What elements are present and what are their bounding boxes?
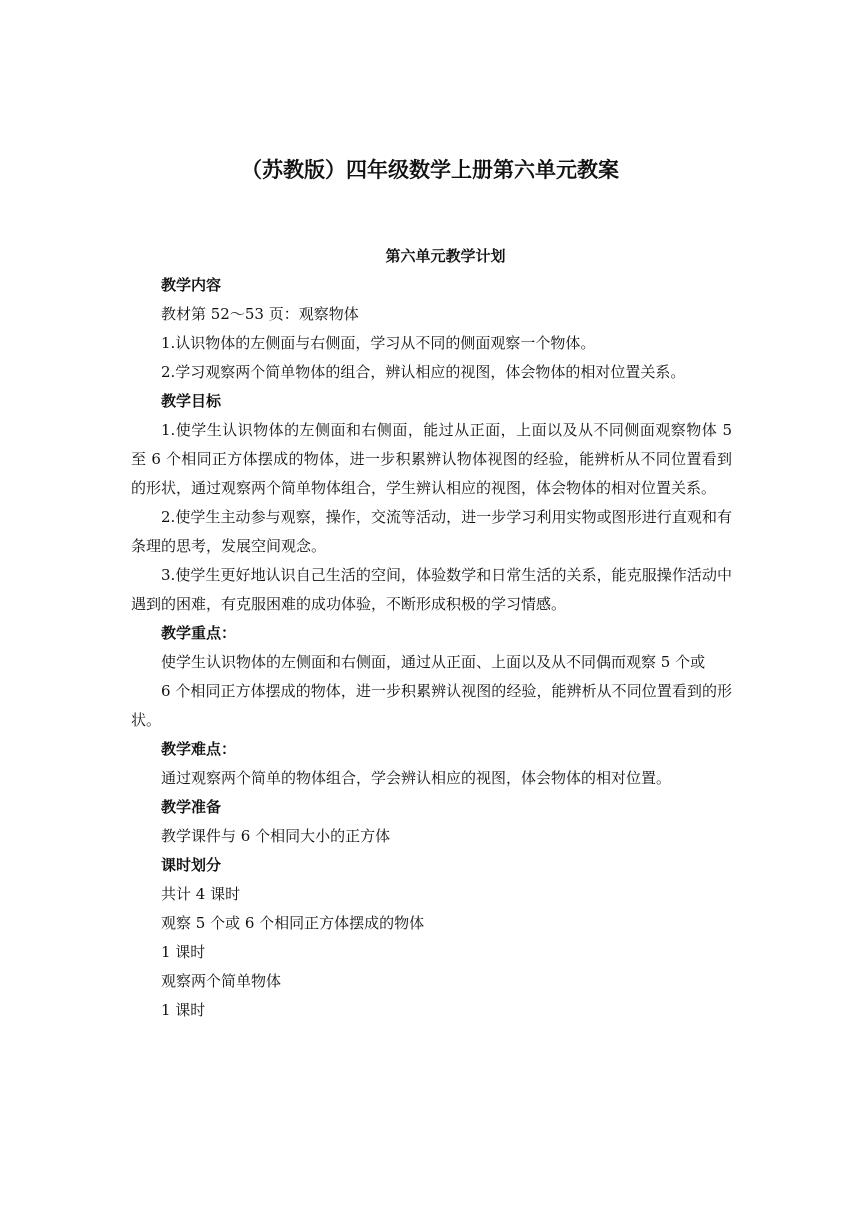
difficult-points-heading: 教学难点： [161,740,237,758]
key-points-heading: 教学重点： [161,624,237,642]
document-title: （苏教版）四年级数学上册第六单元教案 [241,158,619,182]
content-item-2: 2.学习观察两个简单物体的组合，辨认相应的视图，体会物体的相对位置关系。 [161,363,686,381]
key-points-text-a: 使学生认识物体的左侧面和右侧面，通过从正面、上面以及从不同偶而观察 5 个或 [161,653,706,671]
goals-heading: 教学目标 [161,392,222,410]
content-item-1: 1.认识物体的左侧面与右侧面，学习从不同的侧面观察一个物体。 [161,334,596,352]
schedule-heading: 课时划分 [161,856,222,874]
content-source: 教材第 52～53 页：观察物体 [161,305,359,323]
preparation-text: 教学课件与 6 个相同大小的正方体 [161,827,391,845]
content-heading: 教学内容 [161,276,222,294]
key-points-text-b: 6 个相同正方体摆成的物体，进一步积累辨认视图的经验，能辨析从不同位置看到的形状。 [131,682,732,729]
plan-title: 第六单元教学计划 [385,247,506,265]
schedule-item-2-hours: 1 课时 [161,1001,206,1019]
schedule-item-1: 观察 5 个或 6 个相同正方体摆成的物体 [161,914,425,932]
schedule-total: 共计 4 课时 [161,885,241,903]
goal-2: 2.使学生主动参与观察，操作，交流等活动，进一步学习利用实物或图形进行直观和有条理的思考，发展空间观念。 [131,508,732,555]
difficult-points-text: 通过观察两个简单的物体组合，学会辨认相应的视图，体会物体的相对位置。 [161,769,672,787]
schedule-item-2: 观察两个简单物体 [161,972,282,990]
schedule-item-1-hours: 1 课时 [161,943,206,961]
goal-1: 1.使学生认识物体的左侧面和右侧面，能过从正面，上面以及从不同侧面观察物体 5 至 6 个相同正方体摆成的物体，进一步积累辨认物体视图的经验，能辨析从不同位置看到的形状，通过观察两个简单物体组合，学生辨认相应的视图，体会物体的相对位置关系。 [131,421,732,497]
document-body [131,242,732,1025]
goal-3: 3.使学生更好地认识自己生活的空间，体验数学和日常生活的关系，能克服操作活动中遇到的困难，有克服困难的成功体验，不断形成积极的学习情感。 [131,566,732,613]
preparation-heading: 教学准备 [161,798,222,816]
